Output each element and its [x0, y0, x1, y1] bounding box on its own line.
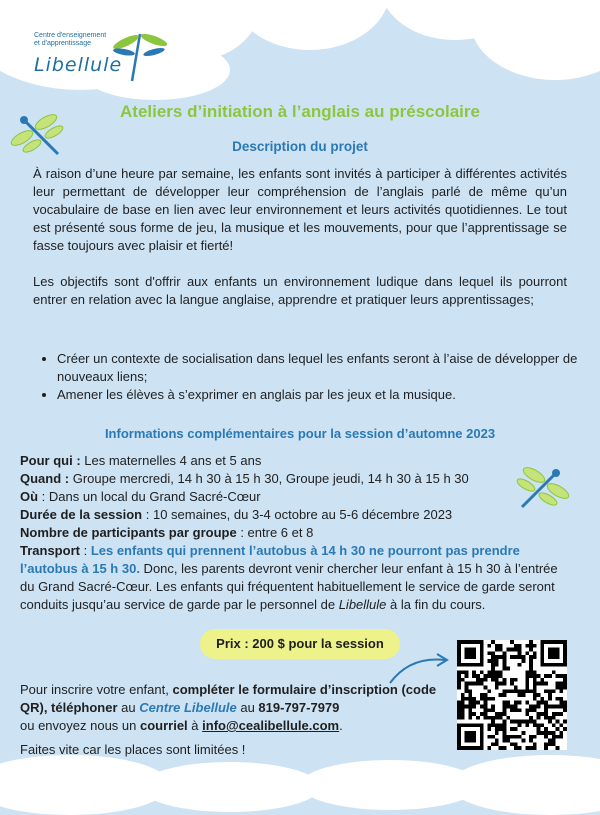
transport-highlight: Les enfants qui prennent l’autobus à 14 h 30 ne pourront pas prendre l’autobus à 15 h 30.: [20, 543, 520, 576]
info-quand: [20, 470, 565, 488]
paragraph-2: Les objectifs sont d'offrir aux enfants un environnement ludique dans lequel ils pourront entrer en relation avec la langue anglaise, apprendre et pratiquer leurs apprentissages;: [33, 274, 567, 307]
list-item: • Créer un contexte de socialisation dans lequel les enfants seront à l’aise de développer de nouveaux liens;: [57, 350, 591, 386]
info-pour-qui: [20, 452, 565, 470]
info-label: Pour qui :: [20, 453, 81, 468]
brand-name: Libellule: [338, 597, 387, 612]
brand-name: Centre Libellule: [139, 700, 237, 715]
info-label: Durée de la session: [20, 507, 143, 522]
registration-emphasis: compléter le formulaire d’inscription (code QR), téléphoner: [20, 682, 437, 715]
list-item: • Amener les élèves à s’exprimer en anglais par les jeux et la musique.: [57, 386, 591, 404]
info-heading: Informations complémentaires pour la session d’automne 2023: [104, 426, 496, 441]
email-link[interactable]: info@cealibellule.com: [202, 718, 340, 733]
info-value: Donc, les parents devront venir chercher leur enfant à 15 h 30 à l’entrée du Grand Sacré-Cœur. Les enfants qui fréquentent habituellement le service de garde seront conduits jusqu’au service de garde par le personnel de: [20, 561, 558, 612]
info-value: : 10 semaines, du 3-4 octobre au 5-6 décembre 2023: [142, 507, 453, 522]
info-label: Nombre de participants par groupe: [20, 525, 237, 540]
courriel-label: courriel: [139, 718, 188, 733]
info-value: à la fin du cours.: [386, 597, 486, 612]
registration-text: Pour inscrire votre enfant, compléter le formulaire d’inscription (code QR), téléphoner au Centre Libellule au 819-797-7979 ou envoyez nous un courriel à info@cealibellule.com.: [20, 682, 437, 733]
closing-text: Faites vite car les places sont limitées !: [20, 742, 246, 757]
info-value: Les maternelles 4 ans et 5 ans: [80, 453, 262, 468]
info-duree: [20, 506, 565, 524]
description-heading: Description du projet: [232, 139, 368, 154]
info-label: Où: [20, 489, 39, 504]
logo: [30, 28, 170, 88]
info-sep: :: [79, 543, 91, 558]
phone-number[interactable]: 819-797-7979: [258, 700, 340, 715]
logo-name: Libellule: [34, 54, 123, 76]
info-value: : entre 6 et 8: [236, 525, 314, 540]
objectives-list: [33, 350, 591, 404]
paragraph-1: À raison d’une heure par semaine, les enfants sont invités à participer à différentes activités leur permettant de développer leur compréhension de l’anglais parlé de même qu’un vocabulaire de base en lien avec leur environnement et leurs activités quotidiennes. Le tout est présenté sous forme de jeu, la musique et les mouvements, pour que l’apprentissage se fasse toujours avec plaisir et fierté!: [33, 166, 567, 253]
info-value: Groupe mercredi, 14 h 30 à 15 h 30, Groupe jeudi, 14 h 30 à 15 h 30: [69, 471, 469, 486]
dragonfly-icon: [110, 26, 170, 86]
logo-line1: Centre d'enseignement: [34, 32, 107, 39]
logo-line2: et d'apprentissage: [34, 40, 91, 47]
price-badge: Prix : 200 $ pour la session: [200, 629, 400, 659]
info-ou: [20, 488, 565, 506]
page-title: Ateliers d’initiation à l’anglais au préscolaire: [120, 102, 480, 121]
info-label: Quand :: [20, 471, 70, 486]
info-nombre: [20, 524, 565, 542]
qr-code[interactable]: [457, 640, 567, 750]
info-label: Transport: [20, 543, 80, 558]
info-transport: [20, 542, 565, 614]
info-value: : Dans un local du Grand Sacré-Cœur: [38, 489, 261, 504]
